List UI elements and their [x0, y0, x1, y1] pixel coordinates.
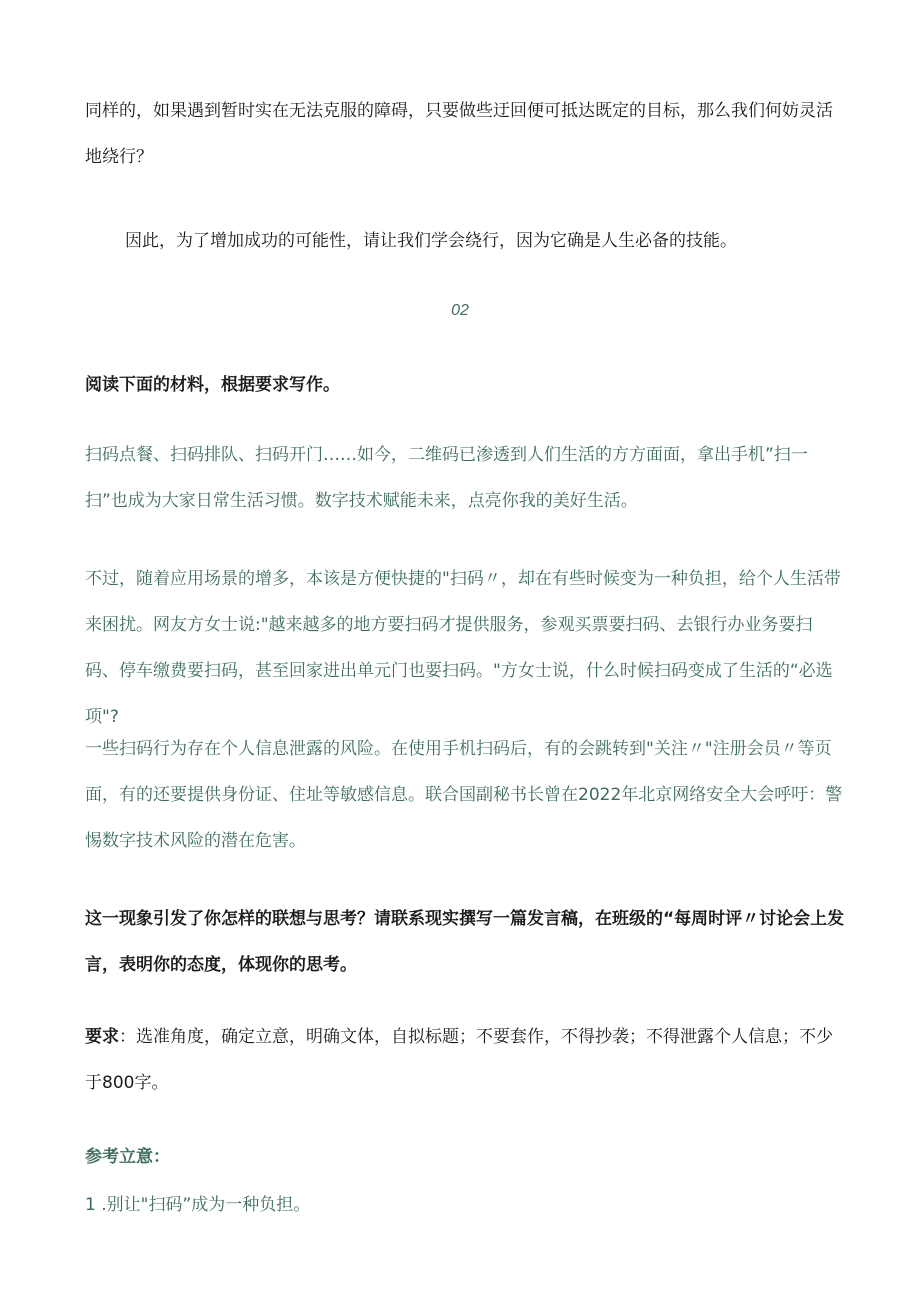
material-paragraph-3: 一些扫码行为存在个人信息泄露的风险。在使用手机扫码后，有的会跳转到"关注〃"注册会员〃等页面，有的还要提供身份证、住址等敏感信息。联合国副秘书长曾在2022年北京网络安全大会呼吁：警惕数字技术风险的潜在危害。 — [85, 739, 843, 851]
reference-item-1: 1 .别让"扫码”成为一种负担。 — [85, 1195, 311, 1215]
reference-heading: 参考立意： — [85, 1147, 170, 1167]
task-paragraph: 这一现象引发了你怎样的联想与思考？请联系现实撰写一篇发言稿，在班级的“每周时评〃讨论会上发言，表明你的态度，体现你的思考。 — [85, 909, 845, 975]
prompt-heading: 阅读下面的材料，根据要求写作。 — [85, 375, 340, 395]
intro-paragraph: 同样的，如果遇到暂时实在无法克服的障碍，只要做些迂回便可抵达既定的目标，那么我们何妨灵活地绕行？ — [85, 101, 833, 167]
material-paragraph-2: 不过，随着应用场景的增多，本该是方便快捷的"扫码〃，却在有些时候变为一种负担，给个人生活带来困扰。网友方女士说:"越来越多的地方要扫码才提供服务，参观买票要扫码、去银行办业务要扫码、停车缴费要扫码，甚至回家进出单元门也要扫码。"方女士说，什么时候扫码变成了生活的“必选项"? — [85, 569, 841, 727]
conclusion-paragraph: 因此，为了增加成功的可能性，请让我们学会绕行，因为它确是人生必备的技能。 — [125, 231, 737, 251]
requirements-paragraph — [85, 1014, 845, 1106]
section-number: 02 — [451, 302, 469, 319]
material-paragraph-1: 扫码点餐、扫码排队、扫码开门……如今，二维码已渗透到人们生活的方方面面，拿出手机”扫一扫”也成为大家日常生活习惯。数字技术赋能未来，点亮你我的美好生活。 — [85, 445, 808, 511]
requirements-label: 要求 — [85, 1027, 119, 1047]
requirements-text: ：选准角度，确定立意，明确文体，自拟标题；不要套作，不得抄袭；不得泄露个人信息；不少于800字。 — [85, 1027, 833, 1093]
